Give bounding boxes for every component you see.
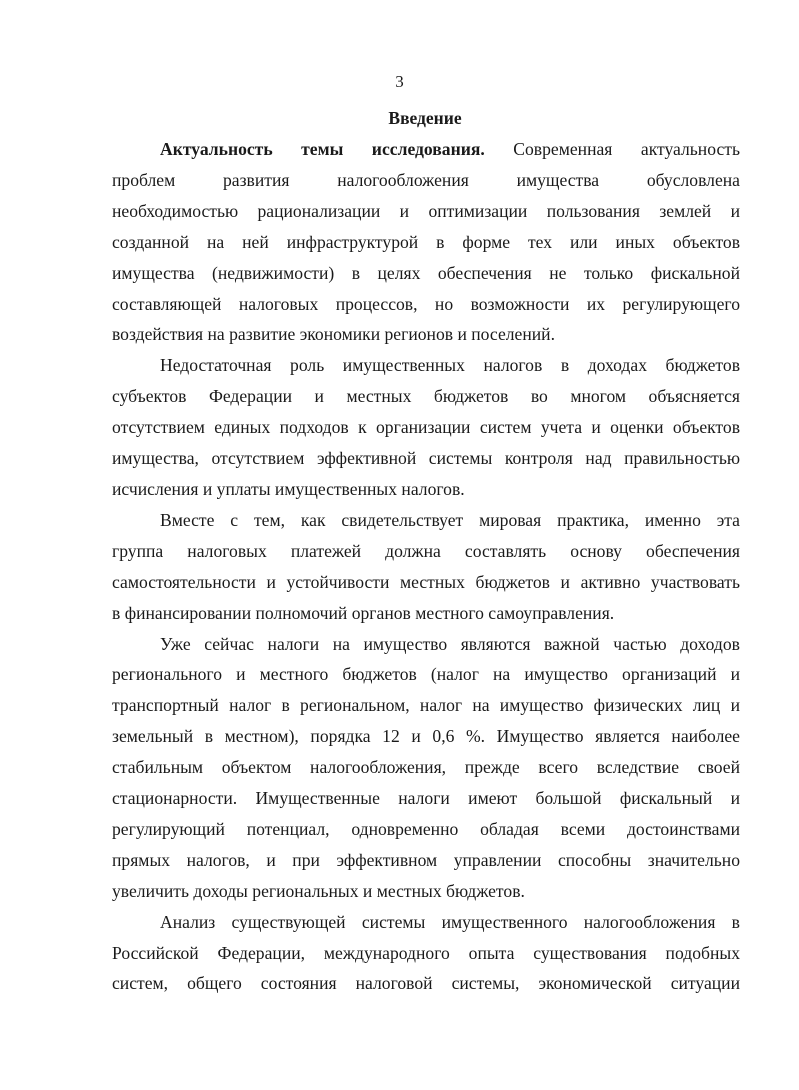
text-line-content: Современная актуальность [484, 139, 740, 159]
text-line: стационарности. Имущественные налоги имеют большой фискальный и [112, 788, 740, 809]
text-line: в финансировании полномочий органов местного самоуправления. [112, 602, 615, 623]
text-line: транспортный налог в региональном, налог на имущество физических лиц и [112, 695, 740, 716]
paragraph-insufficient-role [112, 350, 740, 505]
paragraph-relevance [112, 134, 740, 350]
text-line: Российской Федерации, международного опыта существования подобных [112, 942, 740, 963]
text-line: необходимостью рационализации и оптимизации пользования землей и [112, 200, 740, 221]
text-line: регионального и местного бюджетов (налог на имущество организаций и [112, 664, 740, 685]
text-line: увеличить доходы региональных и местных бюджетов. [112, 880, 525, 901]
page-number: 3 [395, 72, 404, 91]
text-line: исчисления и уплаты имущественных налогов. [112, 478, 465, 499]
text-line: имущества (недвижимости) в целях обеспечения не только фискальной [112, 262, 740, 283]
text-line: Анализ существующей системы имущественного налогообложения в [160, 911, 740, 932]
paragraph-analysis [112, 907, 740, 1000]
text-line: Недостаточная роль имущественных налогов в доходах бюджетов [160, 355, 740, 376]
text-line: Вместе с тем, как свидетельствует мировая практика, именно эта [160, 509, 740, 530]
text-line: проблем развития налогообложения имущества обусловлена [112, 169, 740, 190]
text-line: самостоятельности и устойчивости местных бюджетов и активно участвовать [112, 571, 740, 592]
text-line: имущества, отсутствием эффективной системы контроля над правильностью [112, 448, 740, 469]
paragraph-property-taxes [112, 629, 740, 907]
text-line: систем, общего состояния налоговой системы, экономической ситуации [112, 973, 740, 994]
text-line: Уже сейчас налоги на имущество являются важной частью доходов [160, 633, 740, 654]
text-line: воздействия на развитие экономики регионов и поселений. [112, 324, 555, 345]
text-line [112, 134, 740, 165]
text-line: составляющей налоговых процессов, но возможности их регулирующего [112, 293, 740, 314]
text-line: отсутствием единых подходов к организации систем учета и оценки объектов [112, 417, 740, 438]
section-heading: Введение [388, 108, 462, 128]
body-text [112, 134, 740, 999]
paragraph-world-practice [112, 505, 740, 629]
text-line: стабильным объектом налогообложения, прежде всего вследствие своей [112, 757, 740, 778]
text-line: земельный в местном), порядка 12 и 0,6 %. Имущество является наиболее [112, 726, 740, 747]
text-line: прямых налогов, и при эффективном управлении способны значительно [112, 849, 740, 870]
text-line: регулирующий потенциал, одновременно обладая всеми достоинствами [112, 818, 740, 839]
text-line: группа налоговых платежей должна составлять основу обеспечения [112, 540, 740, 561]
text-line: созданной на ней инфраструктурой в форме тех или иных объектов [112, 231, 740, 252]
paragraph-lead: Актуальность темы исследования. [160, 139, 485, 159]
text-line: субъектов Федерации и местных бюджетов во многом объясняется [112, 386, 740, 407]
